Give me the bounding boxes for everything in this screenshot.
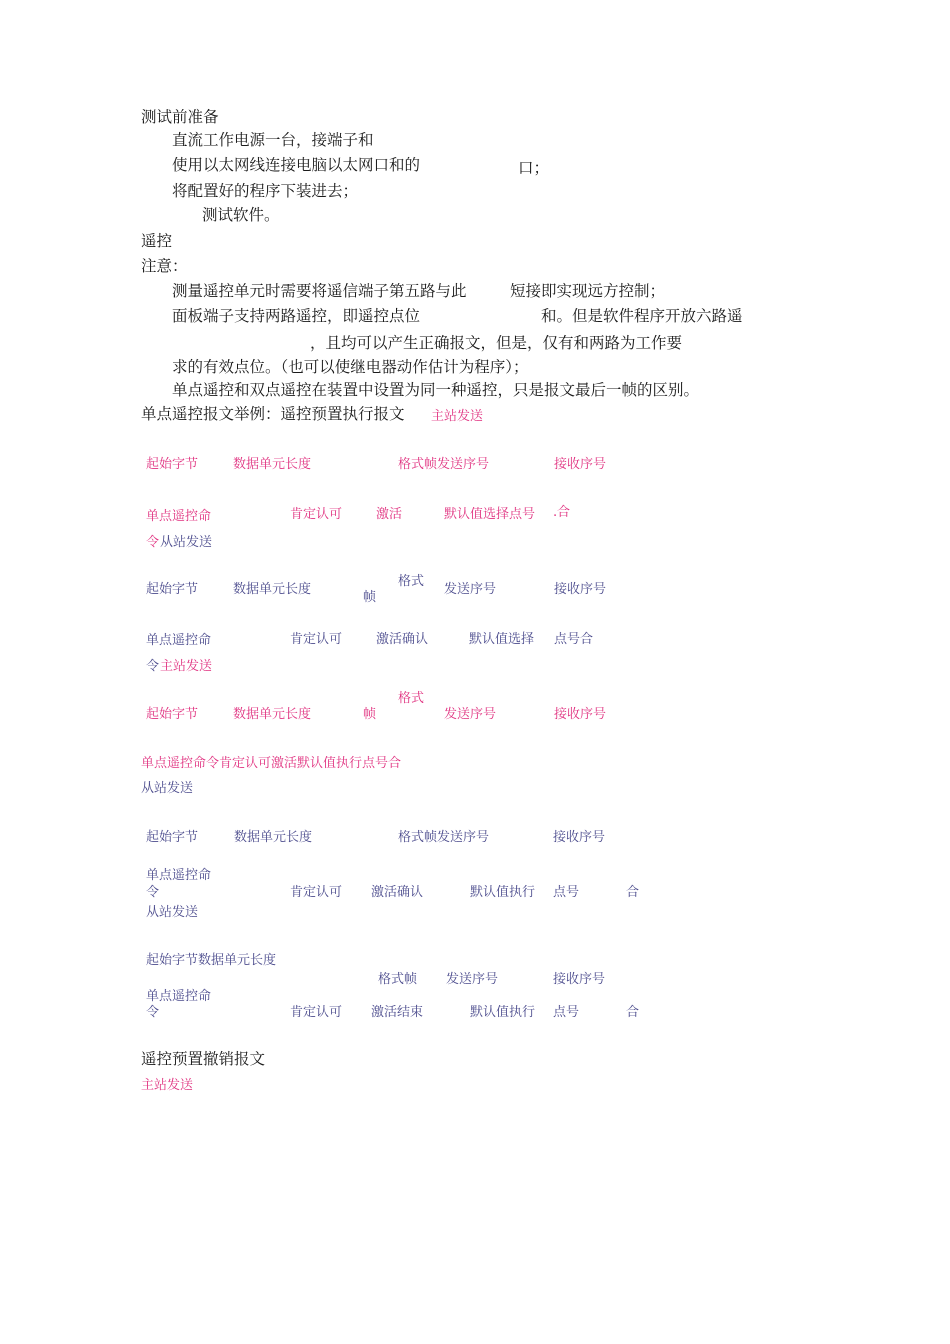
f5-cmd: 单点遥控命 [146, 989, 212, 1004]
prep-line-2b: 口； [518, 159, 550, 177]
f4-recv: 接收序号 [553, 830, 606, 845]
f4-act: 激活确认 [371, 885, 424, 900]
f1-def: 默认值选择点号 [444, 507, 536, 522]
f5-recv: 接收序号 [553, 972, 606, 987]
f1-fmt-send: 格式帧发送序号 [398, 457, 490, 472]
f3-send: 发送序号 [444, 707, 497, 722]
note-line-4: 求的有效点位。（也可以使继电器动作估计为程序）； [172, 358, 529, 376]
f4-fmt-send: 格式帧发送序号 [398, 830, 490, 845]
f1-act: 激活 [376, 507, 403, 522]
f5-pt: 点号 [553, 1005, 580, 1020]
f3-fmt-bot: 帧 [363, 707, 377, 722]
f3-start: 起始字节 [146, 707, 199, 722]
f4-cmd-2: 令 [146, 885, 160, 900]
note-line-1a: 测量遥控单元时需要将遥信端子第五路与此 [172, 282, 467, 300]
f3-line: 单点遥控命令肯定认可激活默认值执行点号合 [141, 756, 402, 771]
prep-line-3: 将配置好的程序下装进去； [172, 182, 359, 200]
f3-len: 数据单元长度 [233, 707, 312, 722]
note-line-2a: 面板端子支持两路遥控，即遥控点位 [172, 307, 421, 325]
prep-line-4: 测试软件。 [202, 206, 280, 224]
revoke-title: 遥控预置撤销报文 [141, 1050, 266, 1068]
note-line-5: 单点遥控和双点遥控在装置中设置为同一种遥控，只是报文最后一帧的区别。 [172, 381, 700, 399]
f1-start: 起始字节 [146, 457, 199, 472]
section-title-prep: 测试前准备 [141, 108, 219, 126]
f5-start-len: 起始字节数据单元长度 [146, 953, 277, 968]
f5-def: 默认值执行 [470, 1005, 536, 1020]
note-line-3: ，且均可以产生正确报文，但是，仅有和两路为工作要 [310, 334, 683, 352]
f4-pt: 点号 [553, 885, 580, 900]
f5-act: 激活结束 [371, 1005, 424, 1020]
f4-start: 起始字节 [146, 830, 199, 845]
f1-cmd: 单点遥控命 [146, 509, 212, 524]
f2-act: 激活确认 [376, 632, 429, 647]
f2-fmt-bot: 帧 [363, 590, 377, 605]
f5-fmt: 格式帧 [378, 972, 418, 987]
revoke-sender: 主站发送 [141, 1078, 194, 1093]
f1-recv: 接收序号 [554, 457, 607, 472]
example-title: 单点遥控报文举例：遥控预置执行报文 [141, 405, 405, 423]
note-line-1b: 短接即实现远方控制； [510, 282, 666, 300]
f1-ack: 肯定认可 [290, 507, 343, 522]
f1-sender: 从站发送 [160, 535, 213, 550]
f3-fmt-top: 格式 [398, 691, 425, 706]
section-title-yk: 遥控 [141, 232, 173, 250]
f5-ack: 肯定认可 [290, 1005, 343, 1020]
note-label: 注意： [141, 257, 188, 275]
f5-cmd-2: 令 [146, 1005, 160, 1020]
f4-def: 默认值执行 [470, 885, 536, 900]
f1-len: 数据单元长度 [233, 457, 312, 472]
prep-line-2a: 使用以太网线连接电脑以太网口和的 [172, 156, 421, 174]
f4-ack: 肯定认可 [290, 885, 343, 900]
note-line-2b: 和。但是软件程序开放六路遥 [541, 307, 743, 325]
f4-he: 合 [626, 885, 640, 900]
f2-start: 起始字节 [146, 582, 199, 597]
f1-dot: . [553, 505, 558, 520]
f2-recv: 接收序号 [554, 582, 607, 597]
f2-len: 数据单元长度 [233, 582, 312, 597]
f5-send: 发送序号 [446, 972, 499, 987]
f3-sender: 从站发送 [141, 781, 194, 796]
f5-he: 合 [626, 1005, 640, 1020]
f2-cmd-tail: 令 [146, 659, 160, 674]
f2-ack: 肯定认可 [290, 632, 343, 647]
f2-send: 发送序号 [444, 582, 497, 597]
f3-recv: 接收序号 [554, 707, 607, 722]
f2-sender: 主站发送 [160, 659, 213, 674]
f4-sender: 从站发送 [146, 905, 199, 920]
prep-line-1: 直流工作电源一台，接端子和 [172, 131, 374, 149]
f4-cmd: 单点遥控命 [146, 868, 212, 883]
f2-cmd: 单点遥控命 [146, 633, 212, 648]
example-sender: 主站发送 [431, 409, 484, 424]
f2-def: 默认值选择 [469, 632, 535, 647]
f4-len: 数据单元长度 [234, 830, 313, 845]
f2-fmt-top: 格式 [398, 574, 425, 589]
f1-cmd-tail: 令 [146, 535, 160, 550]
f2-pt: 点号合 [554, 632, 594, 647]
f1-he: 合 [557, 505, 571, 520]
